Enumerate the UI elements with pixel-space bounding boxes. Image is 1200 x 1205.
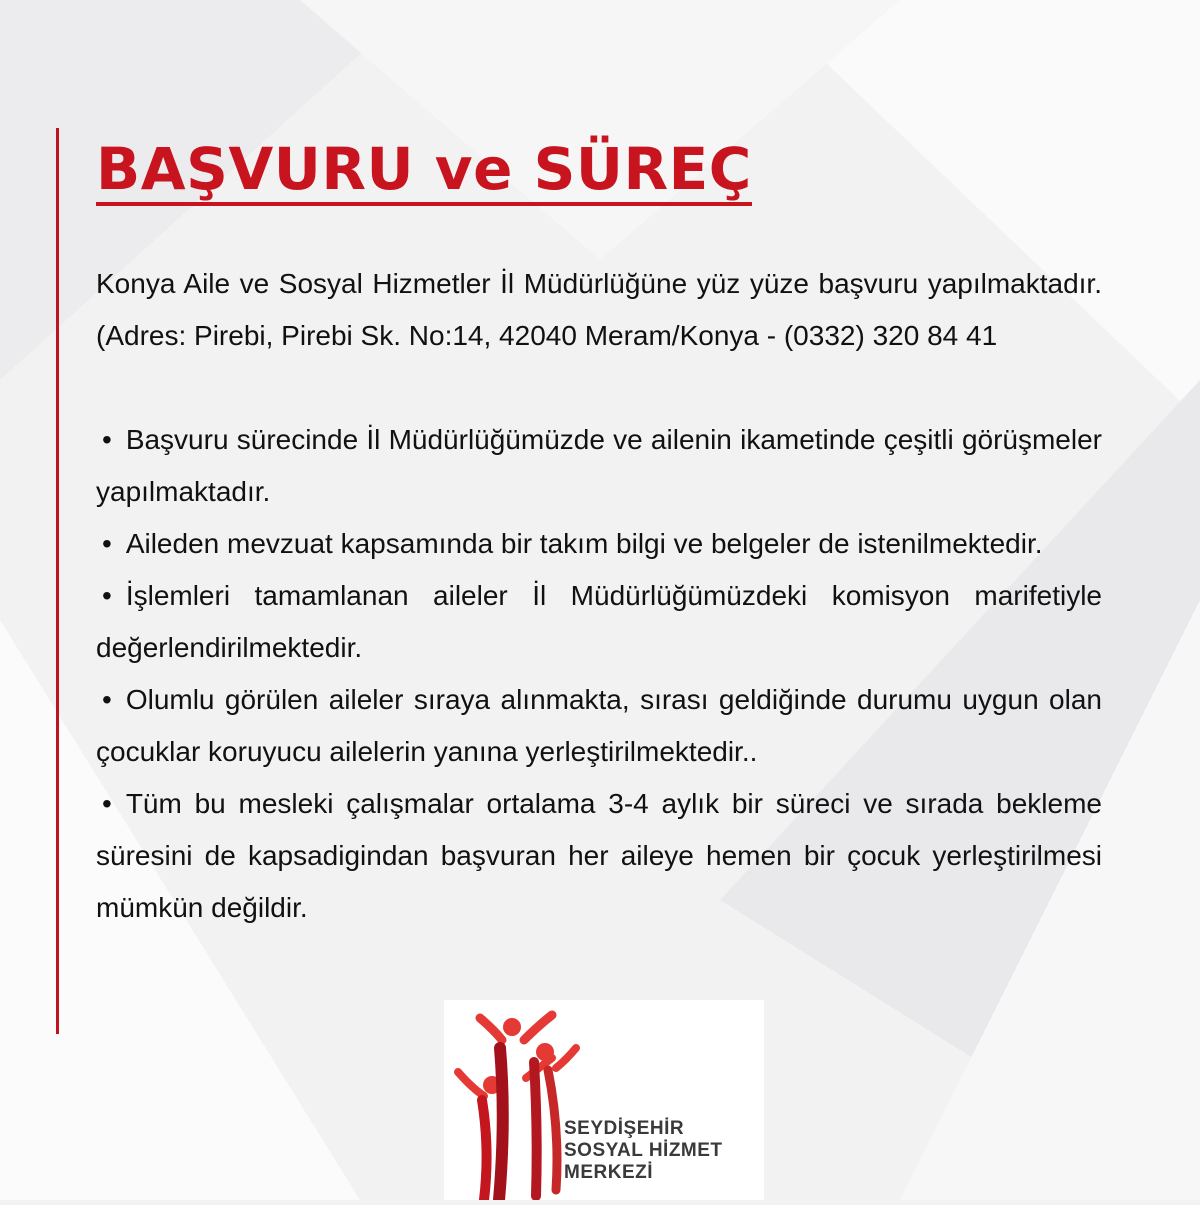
logo-line-2: SOSYAL HİZMET [564,1140,723,1161]
logo-text [564,1118,723,1184]
list-item: • Olumlu görülen aileler sıraya alınmakta, sırası geldiğinde durumu uygun olan çocuklar koruyucu ailelerin yanına yerleştirilmektedir.. [96,674,1102,778]
list-item: • İşlemleri tamamlanan aileler İl Müdürlüğümüzdeki komisyon marifetiyle değerlendirilmektedir. [96,570,1102,674]
logo [444,1000,764,1200]
list-item: • Başvuru sürecinde İl Müdürlüğümüzde ve ailenin ikametinde çeşitli görüşmeler yapılmaktadır. [96,414,1102,518]
content-body [96,258,1102,934]
bullet-list [96,414,1102,934]
intro-paragraph: Konya Aile ve Sosyal Hizmetler İl Müdürlüğüne yüz yüze başvuru yapılmaktadır. (Adres: Pirebi, Pirebi Sk. No:14, 42040 Meram/Konya - (0332) 320 84 41 [96,268,1102,351]
logo-line-1: SEYDİŞEHİR [564,1118,685,1139]
logo-line-3: MERKEZİ [564,1162,653,1183]
list-item: • Aileden mevzuat kapsamında bir takım bilgi ve belgeler de istenilmektedir. [96,518,1102,570]
accent-vertical-line [56,128,59,1034]
list-item: • Tüm bu mesleki çalışmalar ortalama 3-4 aylık bir süreci ve sırada bekleme süresini de kapsadigindan başvuran her aileye hemen bir çocuk yerleştirilmesi mümkün değildir. [96,778,1102,934]
page-title: BAŞVURU ve SÜREÇ [96,138,752,206]
